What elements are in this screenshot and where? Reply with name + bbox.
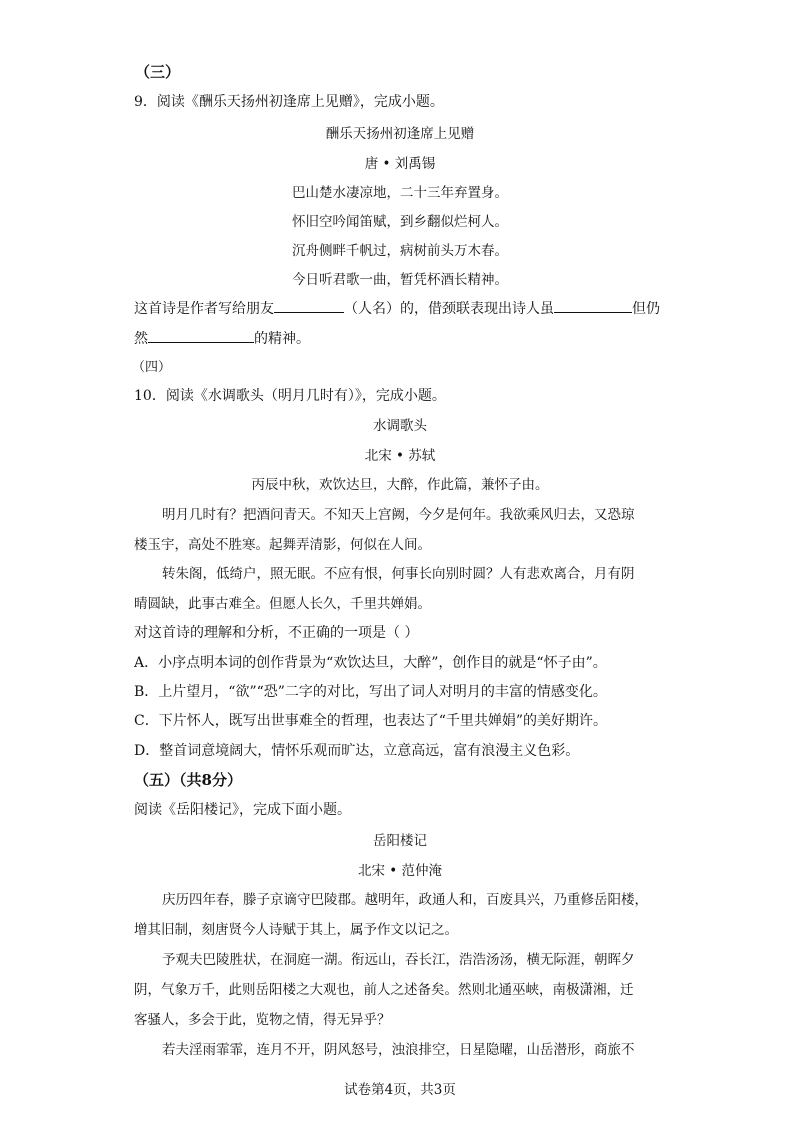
answer-blank-name[interactable]: [274, 298, 344, 313]
poem-line: 沉舟侧畔千帆过，病树前头万木春。: [292, 243, 508, 259]
fill-text: 但仍: [632, 301, 660, 317]
poem-line: 今日听君歌一曲，暂凭杯酒长精神。: [292, 272, 508, 288]
poem-author: 唐 • 刘禹锡: [364, 156, 436, 172]
fill-blank-line-2: [134, 328, 310, 349]
option-d[interactable]: D．整首词意境阔大，情怀乐观而旷达，立意高远，富有浪漫主义色彩。: [134, 743, 580, 759]
answer-blank-spirit[interactable]: [148, 328, 254, 343]
ci-text-line: 晴圆缺，此事古难全。但愿人长久，千里共婵娟。: [134, 596, 431, 612]
fill-text: 然: [134, 331, 148, 347]
ci-text-line: 楼玉宇，高处不胜寒。起舞弄清影，何似在人间。: [134, 537, 431, 553]
ci-text-line: 明月几时有？把酒问青天。不知天上宫阙，今夕是何年。我欲乘风归去，又恐琼: [162, 507, 635, 523]
question-10-stem: 10．阅读《水调歌头（明月几时有）》，完成小题。: [134, 388, 446, 404]
poem-line: 巴山楚水凄凉地，二十三年弃置身。: [292, 185, 508, 201]
option-c[interactable]: C．下片怀人，既写出世事难全的哲理，也表达了“千里共婵娟”的美好期许。: [134, 713, 608, 729]
essay-text-line: 庆历四年春，滕子京谪守巴陵郡。越明年，政通人和，百废具兴，乃重修岳阳楼，: [162, 892, 648, 908]
option-a[interactable]: A．小序点明本词的创作背景为“欢饮达旦，大醉”，创作目的就是“怀子由”。: [134, 655, 607, 671]
ci-preface: 丙辰中秋，欢饮达旦，大醉，作此篇，兼怀子由。: [251, 477, 549, 493]
essay-text-line: 客骚人，多会于此，览物之情，得无异乎？: [134, 1012, 391, 1028]
essay-text-line: 予观夫巴陵胜状，在洞庭一湖。衔远山，吞长江，浩浩汤汤，横无际涯，朝晖夕: [162, 952, 635, 968]
essay-title: 岳阳楼记: [373, 833, 427, 849]
question-10-prompt: 对这首诗的理解和分析，不正确的一项是（ ）: [134, 625, 419, 641]
essay-text-line: 增其旧制，刻唐贤今人诗赋于其上，属予作文以记之。: [134, 922, 458, 938]
section-4-heading: （四）: [132, 360, 172, 375]
option-b[interactable]: B．上片望月，“欲”“恐”二字的对比，写出了词人对明月的丰富的情感变化。: [134, 684, 607, 700]
section-5-stem: 阅读《岳阳楼记》，完成下面小题。: [134, 802, 351, 818]
ci-text-line: 转朱阁，低绮户，照无眠。不应有恨，何事长向别时圆？人有悲欢离合，月有阴: [162, 566, 635, 582]
section-3-heading: （三）: [135, 63, 181, 81]
fill-blank-line-1: [134, 298, 660, 319]
poem-line: 怀旧空吟闻笛赋，到乡翻似烂柯人。: [292, 214, 508, 230]
fill-text: （人名）的，借颈联表现出诗人虽: [344, 301, 554, 317]
poem-title: 酬乐天扬州初逢席上见赠: [325, 126, 475, 142]
fill-text: 这首诗是作者写给朋友: [134, 301, 274, 317]
essay-text-line: 若夫淫雨霏霏，连月不开，阴风怒号，浊浪排空，日星隐曜，山岳潜形，商旅不: [162, 1042, 635, 1058]
essay-author: 北宋 • 范仲淹: [357, 863, 443, 879]
answer-blank-situation[interactable]: [554, 298, 632, 313]
ci-author: 北宋 • 苏轼: [364, 448, 436, 464]
page-footer: 试卷第4页，共3页: [344, 1082, 456, 1098]
fill-text: 的精神。: [254, 331, 310, 347]
question-9-stem: 9．阅读《酬乐天扬州初逢席上见赠》，完成小题。: [134, 94, 444, 110]
section-5-heading: （五）（共8分）: [134, 771, 242, 789]
ci-title: 水调歌头: [373, 418, 427, 434]
essay-text-line: 阴，气象万千，此则岳阳楼之大观也，前人之述备矣。然则北通巫峡，南极潇湘，迁: [134, 982, 634, 998]
